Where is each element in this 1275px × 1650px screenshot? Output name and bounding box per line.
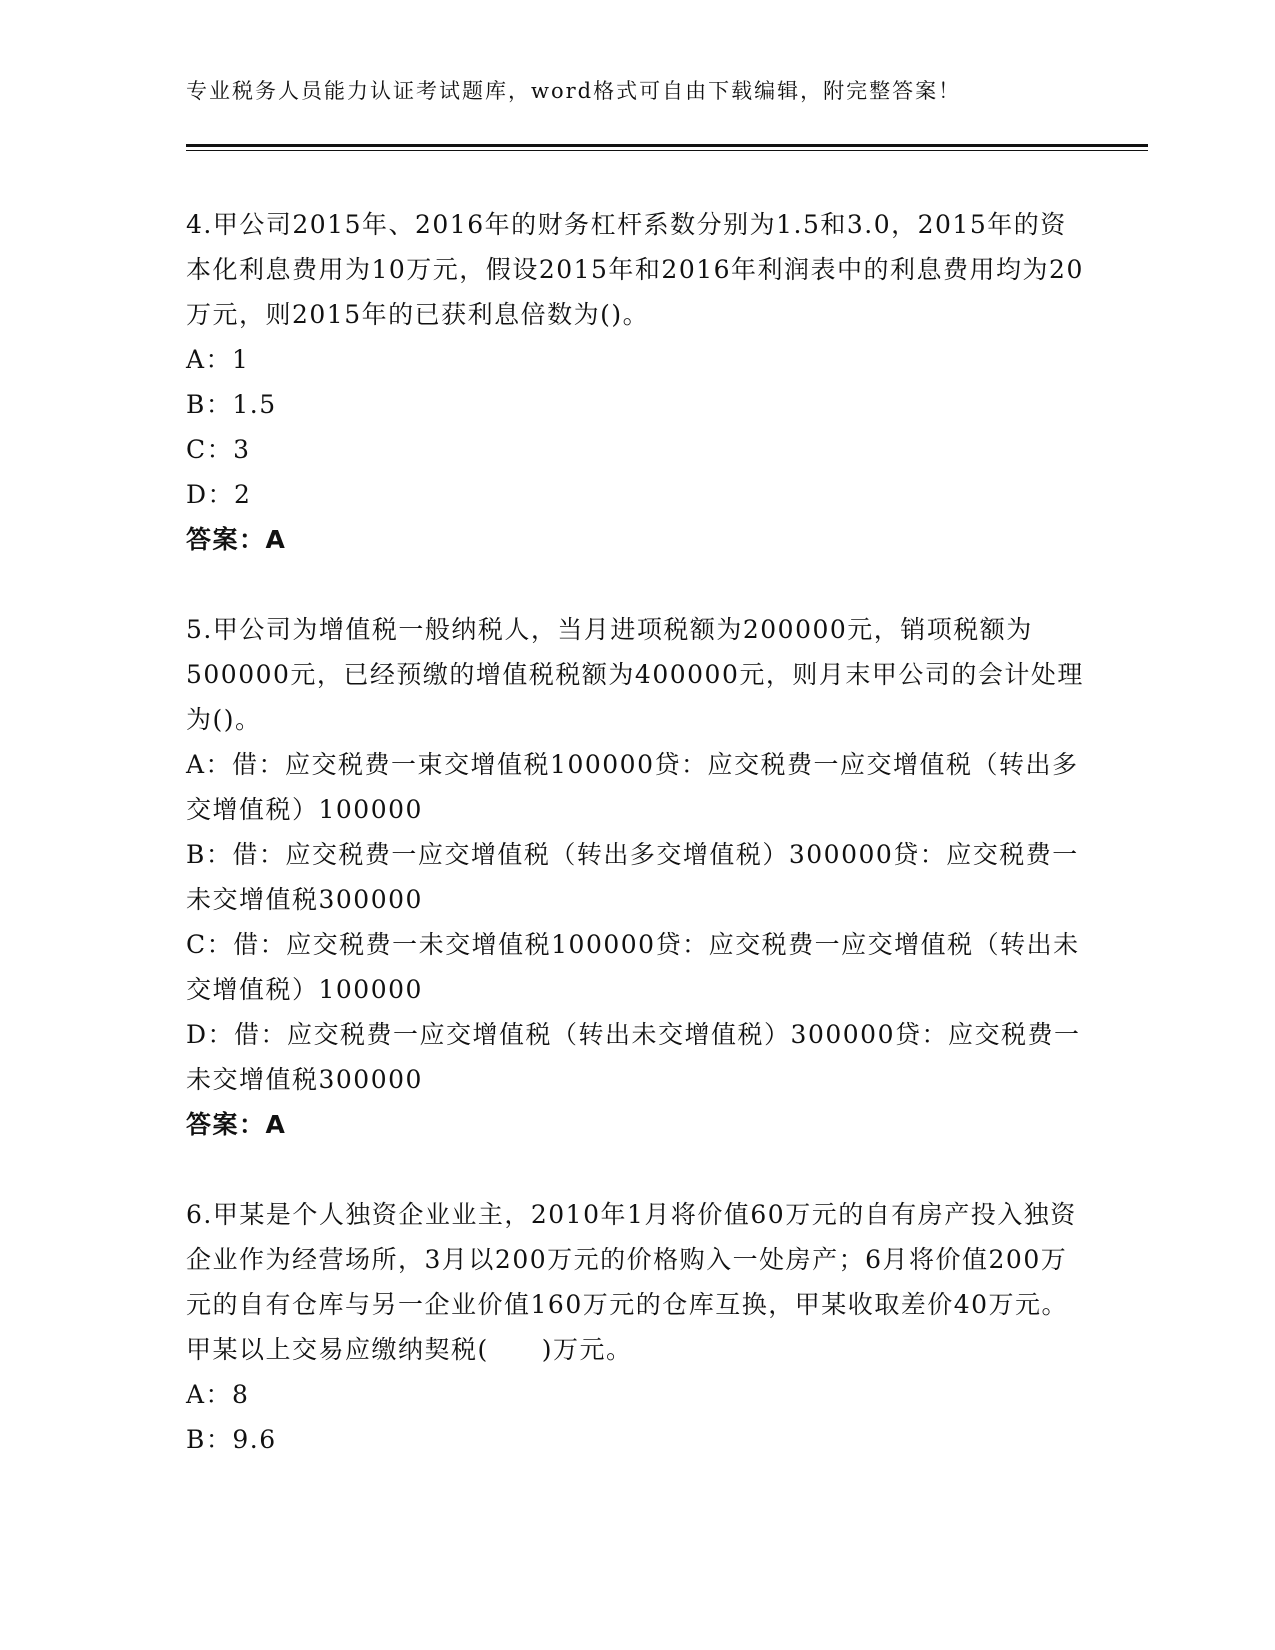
answer: 答案：A [186, 525, 287, 554]
page-header: 专业税务人员能力认证考试题库，word格式可自由下载编辑，附完整答案！ [186, 79, 962, 103]
question-6 [186, 1192, 1086, 1462]
question-stem: 5.甲公司为增值税一般纳税人，当月进项税额为200000元，销项税额为500000元，已经预缴的增值税税额为400000元，则月末甲公司的会计处理为()。 [186, 615, 1084, 734]
option-b: B：1.5 [186, 390, 277, 419]
header-divider [186, 144, 1148, 147]
question-4 [186, 202, 1086, 562]
option-d: D：借：应交税费一应交增值税（转出未交增值税）300000贷：应交税费一未交增值税300000 [186, 1020, 1081, 1094]
option-a: A：借：应交税费一束交增值税100000贷：应交税费一应交增值税（转出多交增值税）100000 [186, 750, 1079, 824]
answer: 答案：A [186, 1110, 287, 1139]
option-a: A：8 [186, 1380, 250, 1409]
spacer [186, 562, 1086, 607]
question-stem: 4.甲公司2015年、2016年的财务杠杆系数分别为1.5和3.0，2015年的资本化利息费用为10万元，假设2015年和2016年利润表中的利息费用均为20万元，则2015年的已获利息倍数为()。 [186, 210, 1084, 329]
option-c: C：借：应交税费一未交增值税100000贷：应交税费一应交增值税（转出未交增值税）100000 [186, 930, 1080, 1004]
question-5 [186, 607, 1086, 1147]
option-c: C：3 [186, 435, 251, 464]
spacer [186, 1147, 1086, 1192]
option-b: B：9.6 [186, 1425, 277, 1454]
option-b: B：借：应交税费一应交增值税（转出多交增值税）300000贷：应交税费一未交增值税300000 [186, 840, 1079, 914]
question-list [186, 202, 1086, 1462]
header-divider-thin [186, 150, 1148, 151]
option-d: D：2 [186, 480, 252, 509]
option-a: A：1 [186, 345, 250, 374]
question-stem: 6.甲某是个人独资企业业主，2010年1月将价值60万元的自有房产投入独资企业作为经营场所，3月以200万元的价格购入一处房产；6月将价值200万元的自有仓库与另一企业价值160万元的仓库互换，甲某收取差价40万元。甲某以上交易应缴纳契税( )万元。 [186, 1200, 1077, 1364]
